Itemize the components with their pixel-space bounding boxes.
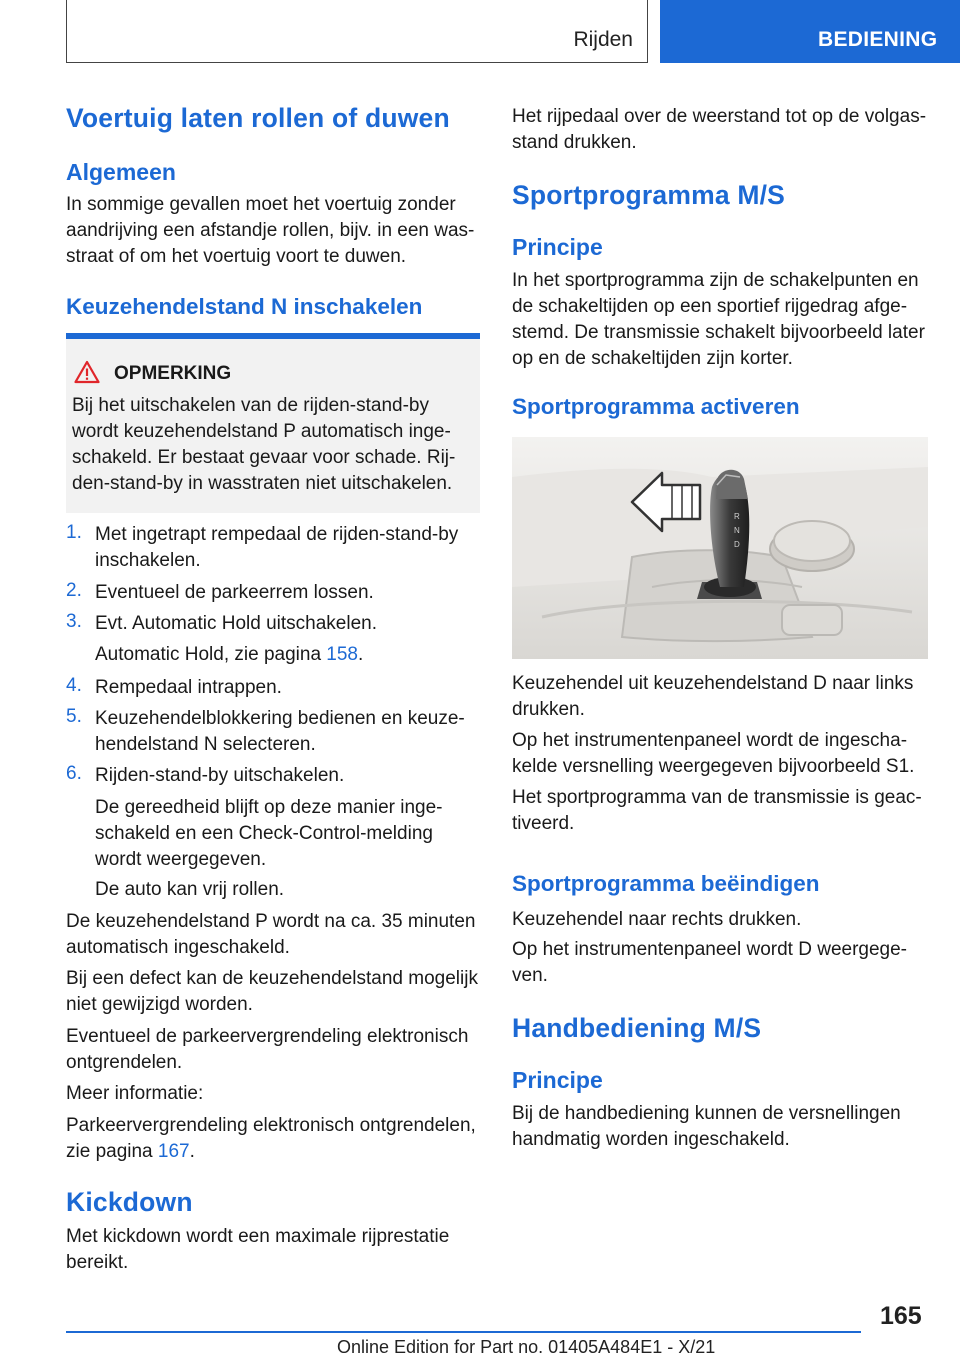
gear-lever-illustration (512, 437, 928, 659)
paragraph: Meer informatie: (66, 1083, 204, 1104)
warning-triangle-icon (74, 360, 100, 384)
heading-voertuig-rollen: Voertuig laten rollen of duwen (66, 103, 450, 133)
svg-text:D: D (734, 540, 740, 549)
page-number: 165 (880, 1302, 922, 1330)
header-section-box (66, 0, 648, 63)
gear-selector-photo (512, 437, 928, 659)
heading-principe-2: Principe (512, 1067, 603, 1093)
header-chapter-tab (660, 0, 960, 63)
paragraph-rijpedaal: Het rijpedaal over de weerstand tot op de volgas- stand drukken. (512, 106, 927, 153)
notice-title: OPMERKING (114, 363, 232, 384)
step-text: Evt. Automatic Hold uitschakelen. (95, 613, 377, 634)
paragraph-parkeervergrendeling: Parkeervergrendeling elektronisch ontgrendelen, zie pagina 167. (66, 1115, 476, 1162)
heading-sportprogramma: Sportprogramma M/S (512, 180, 786, 210)
step-number: 5. (66, 706, 82, 727)
step-text: Met ingetrapt rempedaal de rijden-stand-by inschakelen. (95, 524, 459, 571)
step-text: Keuzehendelblokkering bedienen en keuze- hendelstand N selecteren. (95, 708, 465, 755)
header-section-title: Rijden (573, 28, 633, 51)
heading-handbediening: Handbediening M/S (512, 1013, 762, 1043)
page-link-158[interactable]: 158 (326, 644, 358, 665)
paragraph-principe: In het sportprogramma zijn de schakelpunten en de schakeltijden op een sportief rijgedrag afge- stemd. De transmissie schakelt bijvoorbeeld later op en de schakeltijden zijn korter. (512, 270, 925, 369)
paragraph-activeren-1: Keuzehendel uit keuzehendelstand D naar links drukken. (512, 673, 914, 720)
paragraph: Bij een defect kan de keuzehendelstand mogelijk niet gewijzigd worden. (66, 968, 478, 1015)
step-text: Rempedaal intrappen. (95, 677, 282, 698)
step-number: 4. (66, 675, 82, 696)
heading-principe: Principe (512, 234, 603, 260)
footer-edition: Online Edition for Part no. 01405A484E1 - X/21 (337, 1337, 716, 1357)
notice-text: Bij het uitschakelen van de rijden-stand-by wordt keuzehendelstand P automatisch inge- schakeld. Er bestaat gevaar voor schade. Rij- den-stand-by in wasstraten niet uitschakelen. (72, 395, 456, 494)
paragraph: Eventueel de parkeervergrendeling elektronisch ontgrendelen. (66, 1026, 469, 1073)
heading-algemeen: Algemeen (66, 159, 176, 185)
step-number: 1. (66, 522, 82, 543)
paragraph-activeren-3: Het sportprogramma van de transmissie is geac- tiveerd. (512, 787, 922, 834)
step-text: Eventueel de parkeerrem lossen. (95, 582, 374, 603)
step-number: 3. (66, 611, 82, 632)
step-number: 2. (66, 580, 82, 601)
notice-box (66, 339, 480, 513)
svg-text:N: N (734, 526, 740, 535)
paragraph-beeindigen-1: Keuzehendel naar rechts drukken. (512, 909, 802, 930)
header-chapter-title: BEDIENING (818, 28, 938, 51)
step-text: Rijden-stand-by uitschakelen. (95, 765, 345, 786)
heading-kickdown: Kickdown (66, 1187, 193, 1217)
paragraph-principe-2: Bij de handbediening kunnen de versnellingen handmatig worden ingeschakeld. (512, 1103, 901, 1150)
step-subtext: Automatic Hold, zie pagina 158. (95, 644, 364, 665)
paragraph-algemeen: In sommige gevallen moet het voertuig zonder aandrijving een afstandje rollen, bijv. in een was- straat of om het voertuig voort te duwen. (66, 194, 475, 267)
step-subtext: De auto kan vrij rollen. (95, 879, 285, 900)
paragraph-beeindigen-2: Op het instrumentenpaneel wordt D weergege- ven. (512, 939, 908, 986)
footer-rule (66, 1331, 861, 1333)
heading-sportprogramma-beeindigen: Sportprogramma beëindigen (512, 871, 820, 896)
step-subtext: De gereedheid blijft op deze manier inge- schakeld en een Check-Control-melding wordt weergegeven. (95, 797, 443, 870)
step-number: 6. (66, 763, 82, 784)
page-link-167[interactable]: 167 (157, 1141, 190, 1162)
paragraph: De keuzehendelstand P wordt na ca. 35 minuten automatisch ingeschakeld. (66, 911, 476, 958)
heading-sportprogramma-activeren: Sportprogramma activeren (512, 394, 800, 419)
heading-keuzehendelstand-n: Keuzehendelstand N inschakelen (66, 294, 423, 319)
paragraph-kickdown: Met kickdown wordt een maximale rijprestatie bereikt. (66, 1226, 450, 1273)
svg-text:R: R (734, 512, 740, 521)
paragraph-activeren-2: Op het instrumentenpaneel wordt de ingescha- kelde versnelling weergegeven bijvoorbeeld S1. (512, 730, 915, 777)
